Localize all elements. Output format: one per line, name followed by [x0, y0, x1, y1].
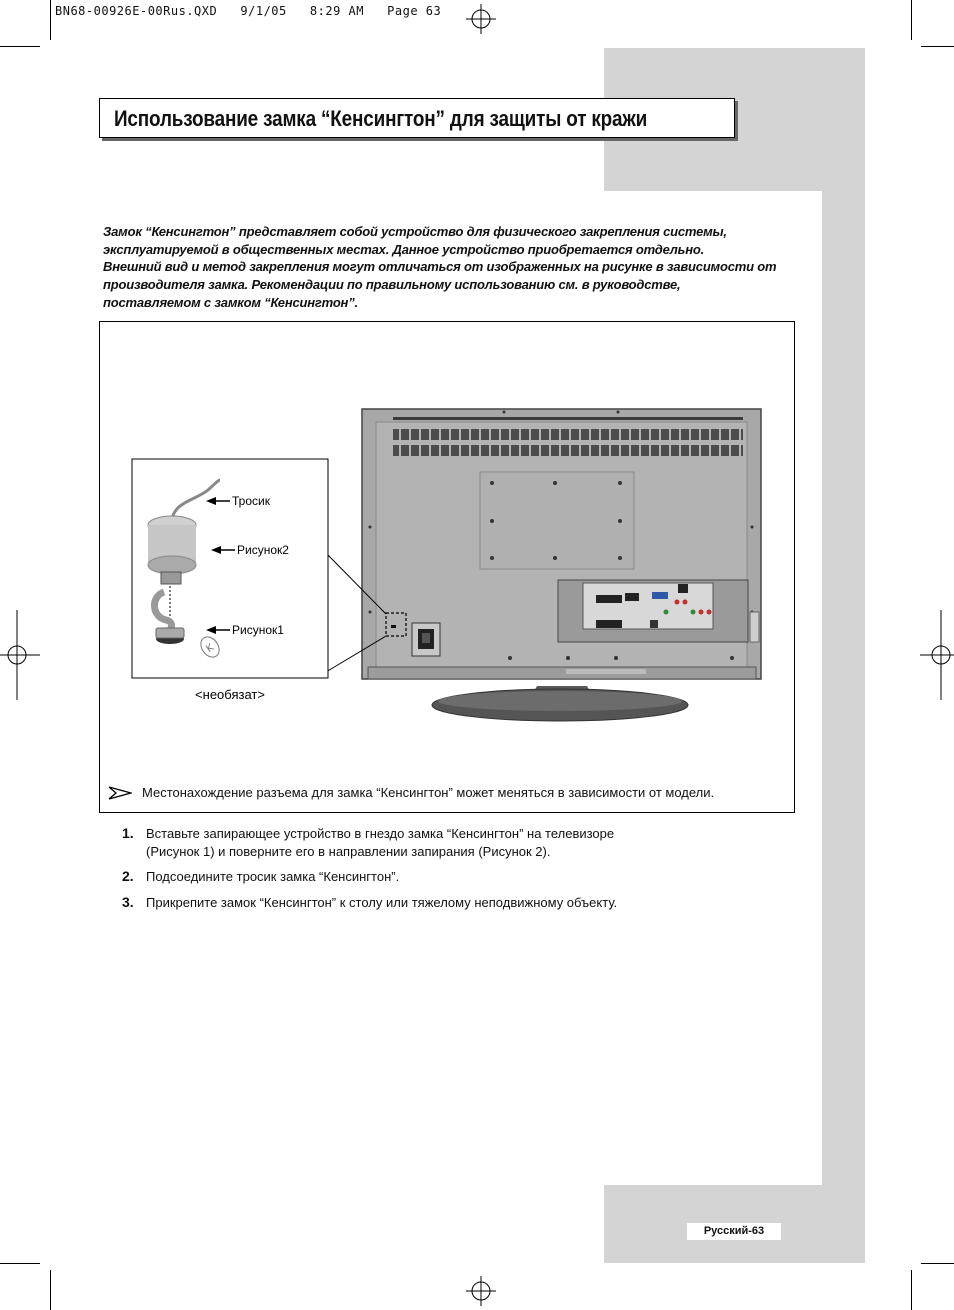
title-box [99, 98, 735, 138]
intro-paragraph [103, 223, 793, 312]
note-arrow-icon [108, 786, 132, 800]
step-number: 3. [122, 893, 134, 910]
step-text: Прикрепите замок “Кенсингтон” к столу или тяжелому неподвижному объекту. [146, 894, 618, 910]
crop-mark [911, 0, 912, 40]
intro-line: Внешний вид и метод закрепления могут отличаться от изображенных на рисунке в зависимости от [103, 259, 777, 275]
crop-mark [0, 46, 40, 47]
tv-rear-panel [362, 409, 761, 679]
steps-list [122, 825, 617, 919]
intro-line: поставляемом с замком “Кенсингтон”. [103, 294, 358, 310]
registration-mark-icon [466, 4, 496, 34]
tv-stand [432, 686, 688, 721]
step-text: Подсоедините тросик замка “Кенсингтон”. [146, 869, 400, 884]
page-number: Русский-63 [687, 1223, 781, 1240]
svg-text:K: K [204, 642, 217, 656]
crop-mark [50, 0, 51, 40]
step-number: 2. [122, 868, 134, 884]
intro-line: эксплуатируемой в общественных местах. Данное устройство приобретается отдельно. [103, 241, 704, 257]
print-header: BN68-00926E-00Rus.QXD 9/1/05 8:29 AM Page 63 [55, 4, 442, 18]
intro-line: производителя замка. Рекомендации по правильному использованию см. в руководстве, [103, 277, 681, 293]
step-number: 1. [122, 825, 134, 841]
note [108, 785, 714, 800]
step-item [122, 894, 617, 912]
registration-mark-icon [920, 610, 954, 700]
optional-label: <необязат> [195, 687, 265, 702]
intro-line: Замок “Кенсингтон” представляет собой устройство для физического закрепления системы, [103, 224, 727, 239]
page-title: Использование замка “Кенсингтон” для защиты от кражи [114, 106, 648, 131]
crop-mark [921, 46, 954, 47]
side-band [822, 191, 865, 1185]
step-item [122, 825, 617, 860]
label-figure-1: Рисунок1 [232, 623, 284, 637]
tv-rear-figure [100, 322, 792, 782]
step-text: Вставьте запирающее устройство в гнездо замка “Кенсингтон” на телевизоре [146, 826, 615, 841]
label-figure-2: Рисунок2 [237, 543, 289, 557]
crop-mark [911, 1270, 912, 1310]
crop-mark [50, 1270, 51, 1310]
step-text: (Рисунок 1) и поверните его в направлении запирания (Рисунок 2). [146, 843, 551, 859]
label-cable: Тросик [232, 494, 270, 508]
registration-mark-icon [466, 1276, 496, 1306]
step-item [122, 868, 617, 886]
note-text: Местонахождение разъема для замка “Кенсингтон” может меняться в зависимости от модели. [142, 785, 715, 800]
crop-mark [0, 1263, 40, 1264]
registration-mark-icon [0, 610, 40, 700]
crop-mark [921, 1263, 954, 1264]
